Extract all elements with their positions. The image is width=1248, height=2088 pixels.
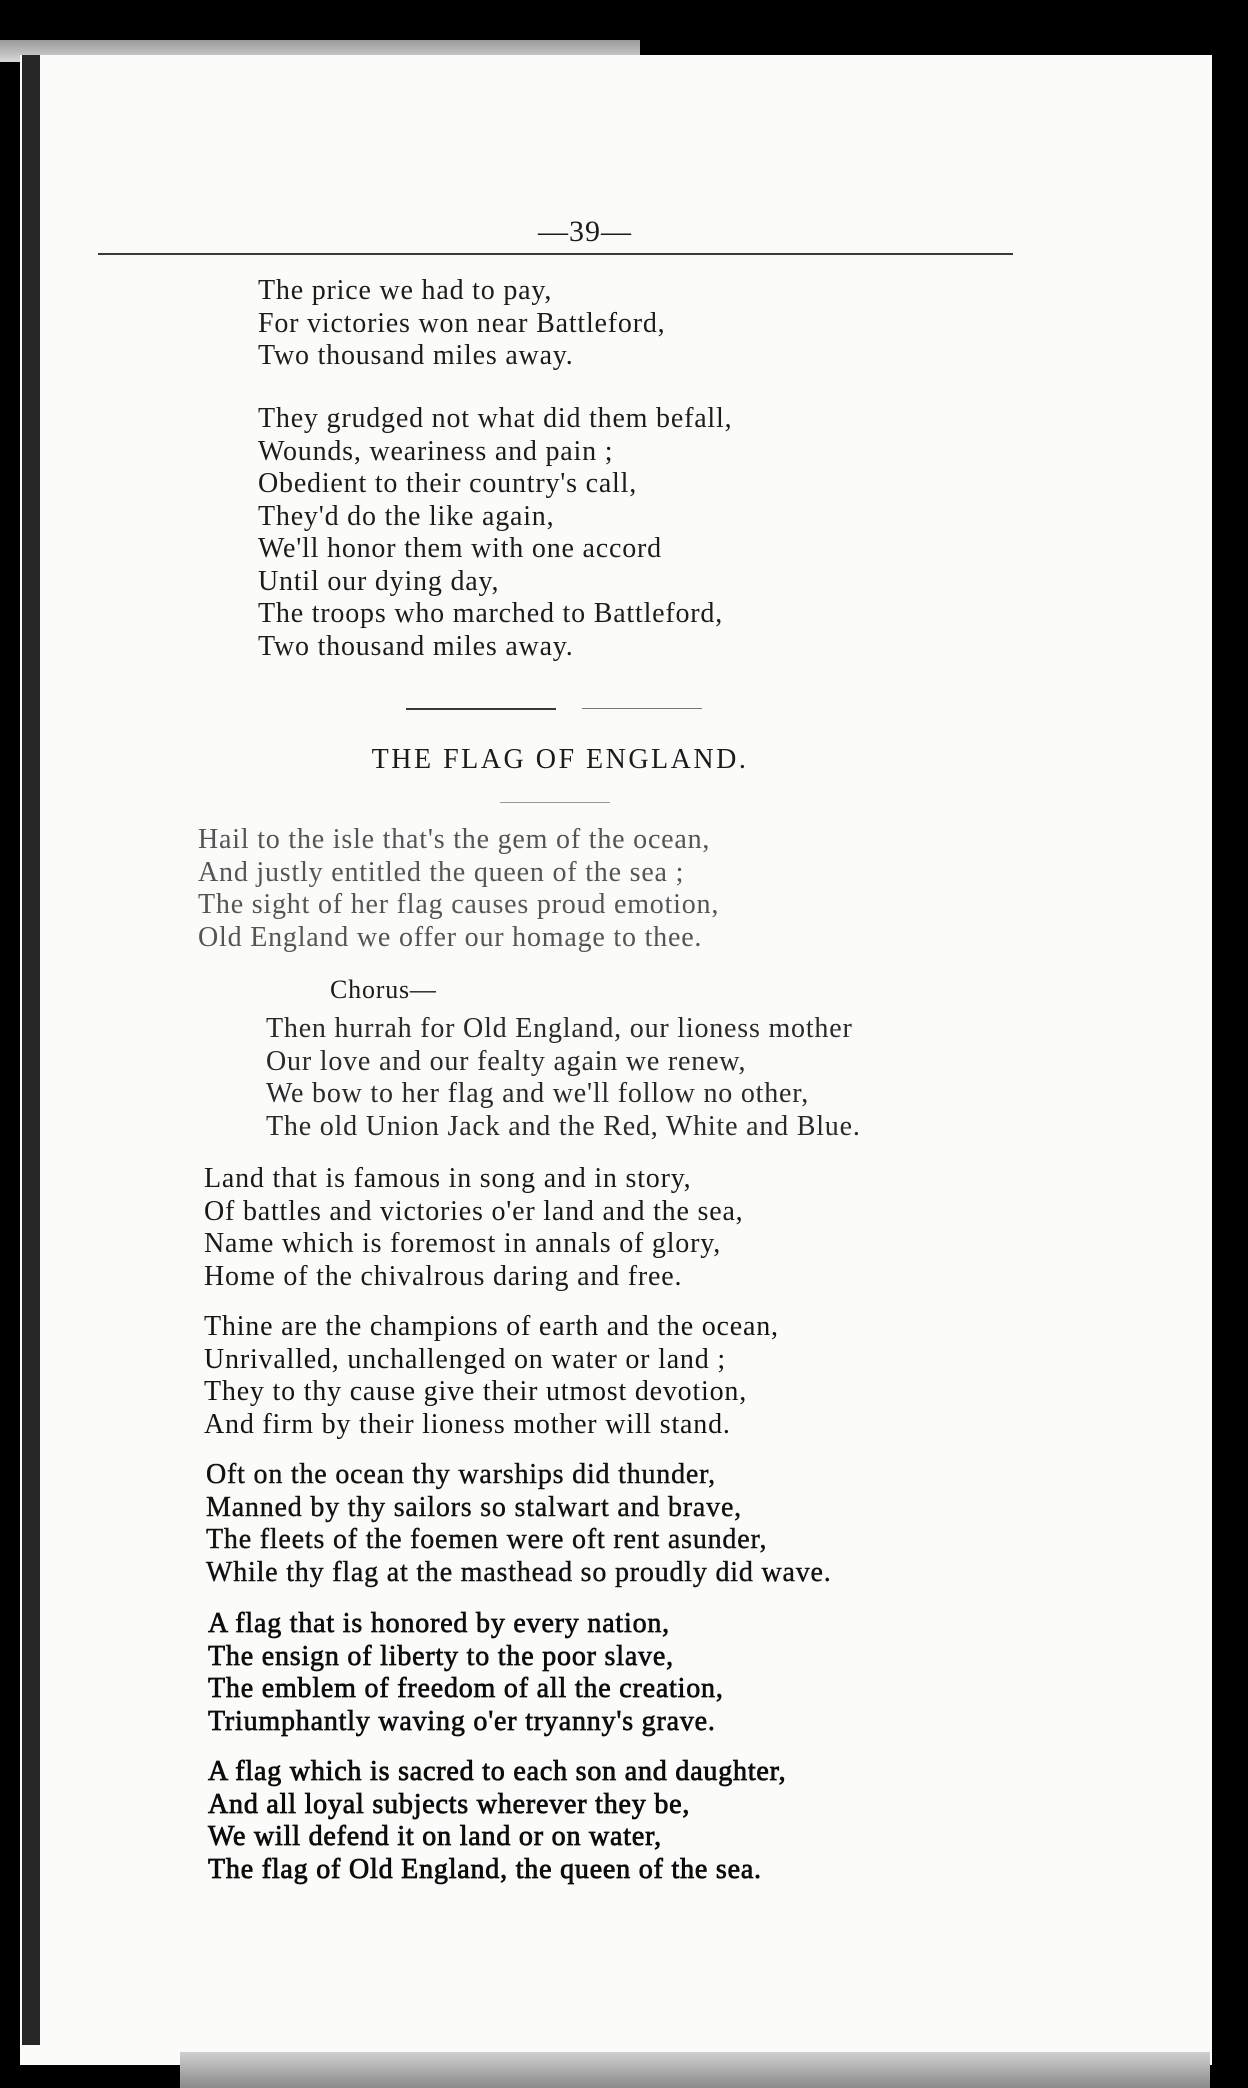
verse-line: The flag of Old England, the queen of the sea. <box>208 1853 762 1885</box>
verse-line: While thy flag at the masthead so proudly did wave. <box>206 1556 832 1588</box>
verse-line: They'd do the like again, <box>258 500 555 532</box>
chorus-label: Chorus— <box>330 975 437 1004</box>
verse-line: We'll honor them with one accord <box>258 533 662 564</box>
bottom-edge-strip <box>180 2052 1210 2088</box>
verse-line: And firm by their lioness mother will stand. <box>204 1408 731 1440</box>
verse-line: The old Union Jack and the Red, White and Blue. <box>266 1110 861 1142</box>
verse-line: Triumphantly waving o'er tryanny's grave. <box>208 1705 716 1737</box>
poem1-stanza-2 <box>258 403 732 663</box>
verse-line: And all loyal subjects wherever they be, <box>208 1788 691 1820</box>
section-divider-right <box>582 708 702 709</box>
verse-line: Unrivalled, unchallenged on water or land ; <box>204 1343 726 1375</box>
verse-6 <box>208 1756 786 1886</box>
poem-title: THE FLAG OF ENGLAND. <box>371 744 749 775</box>
title-underline <box>500 802 610 803</box>
binding-spine <box>22 55 40 2045</box>
verse-line: Old England we offer our homage to thee. <box>198 921 703 953</box>
verse-line: The troops who marched to Battleford, <box>258 598 724 629</box>
verse-5 <box>208 1608 724 1738</box>
header-rule <box>98 253 1013 255</box>
verse-line: Wounds, weariness and pain ; <box>258 435 614 467</box>
verse-2 <box>204 1163 743 1293</box>
verse-line: Two thousand miles away. <box>258 340 574 371</box>
verse-line: Obedient to their country's call, <box>258 468 638 499</box>
verse-line: Manned by thy sailors so stalwart and brave, <box>206 1491 742 1523</box>
verse-line: They to thy cause give their utmost devotion, <box>204 1376 748 1407</box>
verse-4 <box>206 1459 832 1589</box>
chorus <box>266 1013 861 1143</box>
verse-line: Name which is foremost in annals of glory, <box>204 1228 722 1259</box>
verse-line: A flag which is sacred to each son and daughter, <box>208 1756 787 1787</box>
verse-line: Thine are the champions of earth and the ocean, <box>204 1311 779 1342</box>
verse-3 <box>204 1311 779 1441</box>
page-number: —39— <box>538 215 632 248</box>
verse-line: The emblem of freedom of all the creation, <box>208 1673 724 1704</box>
verse-line: Then hurrah for Old England, our lioness mother <box>266 1013 853 1044</box>
verse-line: The fleets of the foemen were oft rent asunder, <box>206 1524 768 1555</box>
poem1-stanza-1 <box>258 275 665 373</box>
right-margin-background <box>1212 55 1248 2088</box>
verse-line: The ensign of liberty to the poor slave, <box>208 1640 674 1672</box>
verse-line: Oft on the ocean thy warships did thunder, <box>206 1459 716 1490</box>
verse-line: We will defend it on land or on water, <box>208 1821 662 1852</box>
verse-1 <box>198 824 719 954</box>
section-divider-left <box>406 708 556 710</box>
verse-line: For victories won near Battleford, <box>258 307 666 339</box>
verse-line: Home of the chivalrous daring and free. <box>204 1260 683 1292</box>
verse-line: Of battles and victories o'er land and the sea, <box>204 1195 744 1227</box>
verse-line: A flag that is honored by every nation, <box>208 1608 670 1639</box>
verse-line: Hail to the isle that's the gem of the ocean, <box>198 824 711 855</box>
verse-line: Our love and our fealty again we renew, <box>266 1045 747 1077</box>
verse-line: Two thousand miles away. <box>258 630 574 662</box>
verse-line: The price we had to pay, <box>258 275 553 306</box>
verse-line: We bow to her flag and we'll follow no other, <box>266 1078 810 1109</box>
verse-line: The sight of her flag causes proud emotion, <box>198 889 720 920</box>
verse-line: And justly entitled the queen of the sea ; <box>198 856 685 888</box>
verse-line: They grudged not what did them befall, <box>258 403 733 434</box>
verse-line: Land that is famous in song and in story, <box>204 1163 692 1194</box>
verse-line: Until our dying day, <box>258 565 500 597</box>
